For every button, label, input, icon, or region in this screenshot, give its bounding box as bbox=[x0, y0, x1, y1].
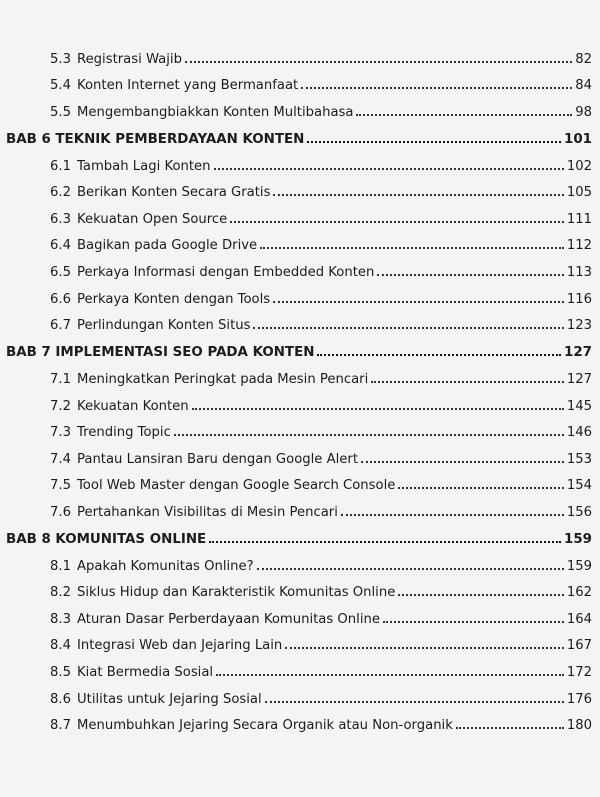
dot-leader bbox=[398, 594, 564, 596]
dot-leader bbox=[257, 568, 564, 570]
section-title: Utilitas untuk Jejaring Sosial bbox=[77, 691, 262, 707]
dot-leader bbox=[377, 274, 563, 276]
section-number: 5.4 bbox=[50, 78, 71, 94]
toc-entry bbox=[0, 574, 600, 601]
section-number: 6.3 bbox=[50, 211, 71, 227]
toc-entry bbox=[0, 547, 600, 574]
section-number: 8.7 bbox=[50, 718, 71, 734]
toc-chapter bbox=[0, 333, 600, 360]
section-number: 7.2 bbox=[50, 398, 71, 414]
section-number: 7.1 bbox=[50, 371, 71, 387]
section-title: Siklus Hidup dan Karakteristik Komunitas Online bbox=[77, 585, 396, 601]
section-number: 8.1 bbox=[50, 558, 71, 574]
section-number: 8.4 bbox=[50, 638, 71, 654]
section-title: Menumbuhkan Jejaring Secara Organik atau Non-organik bbox=[77, 718, 453, 734]
section-number: 8.2 bbox=[50, 585, 71, 601]
section-title: Trending Topic bbox=[77, 425, 171, 441]
section-title: Integrasi Web dan Jejaring Lain bbox=[77, 638, 283, 654]
page-number: 127 bbox=[564, 345, 592, 361]
section-number: 7.4 bbox=[50, 451, 71, 467]
dot-leader bbox=[307, 141, 561, 143]
page-number: 159 bbox=[566, 558, 592, 574]
section-number: 8.3 bbox=[50, 611, 71, 627]
page-number: 101 bbox=[564, 131, 592, 147]
dot-leader bbox=[253, 327, 563, 329]
page-number: 111 bbox=[566, 211, 592, 227]
toc-entry bbox=[0, 227, 600, 254]
section-number: 8.5 bbox=[50, 665, 71, 681]
section-title: Pantau Lansiran Baru dengan Google Alert bbox=[77, 451, 359, 467]
toc-entry bbox=[0, 414, 600, 441]
section-title: Perlindungan Konten Situs bbox=[77, 318, 251, 334]
toc-entry bbox=[0, 653, 600, 680]
page-number: 154 bbox=[566, 478, 592, 494]
toc-entry bbox=[0, 200, 600, 227]
section-title: Tambah Lagi Konten bbox=[77, 158, 211, 174]
section-number: 7.3 bbox=[50, 425, 71, 441]
toc-entry bbox=[0, 600, 600, 627]
page-number: 82 bbox=[575, 51, 592, 67]
section-title: Meningkatkan Peringkat pada Mesin Pencari bbox=[77, 371, 369, 387]
dot-leader bbox=[214, 168, 564, 170]
toc-entry bbox=[0, 253, 600, 280]
dot-leader bbox=[456, 727, 564, 729]
section-title: Mengembangbiakkan Konten Multibahasa bbox=[77, 104, 354, 120]
dot-leader bbox=[301, 87, 572, 89]
dot-leader bbox=[273, 194, 563, 196]
section-title: Apakah Komunitas Online? bbox=[77, 558, 254, 574]
toc-chapter bbox=[0, 520, 600, 547]
page-number: 162 bbox=[566, 585, 592, 601]
dot-leader bbox=[317, 354, 561, 356]
section-number: 6.7 bbox=[50, 318, 71, 334]
section-number: 7.6 bbox=[50, 504, 71, 520]
toc-entry bbox=[0, 307, 600, 334]
section-title: Kekuatan Open Source bbox=[77, 211, 228, 227]
dot-leader bbox=[185, 61, 572, 63]
dot-leader bbox=[398, 487, 563, 489]
toc-chapter bbox=[0, 120, 600, 147]
chapter-title: BAB 8 KOMUNITAS ONLINE bbox=[6, 532, 207, 548]
table-of-contents bbox=[0, 40, 600, 733]
toc-entry bbox=[0, 360, 600, 387]
dot-leader bbox=[341, 514, 564, 516]
section-title: Perkaya Konten dengan Tools bbox=[77, 291, 271, 307]
toc-entry bbox=[0, 440, 600, 467]
toc-entry bbox=[0, 707, 600, 734]
page-number: 146 bbox=[566, 425, 592, 441]
page-number: 116 bbox=[566, 291, 592, 307]
chapter-title: BAB 6 TEKNIK PEMBERDAYAAN KONTEN bbox=[6, 131, 305, 147]
toc-entry bbox=[0, 280, 600, 307]
toc-entry bbox=[0, 387, 600, 414]
toc-entry bbox=[0, 40, 600, 67]
page-number: 84 bbox=[575, 78, 592, 94]
section-title: Aturan Dasar Perberdayaan Komunitas Online bbox=[77, 611, 380, 627]
page-number: 145 bbox=[566, 398, 592, 414]
page-number: 156 bbox=[566, 504, 592, 520]
section-title: Tool Web Master dengan Google Search Console bbox=[77, 478, 396, 494]
dot-leader bbox=[230, 221, 564, 223]
section-number: 8.6 bbox=[50, 691, 71, 707]
section-number: 5.3 bbox=[50, 51, 71, 67]
section-number: 5.5 bbox=[50, 104, 71, 120]
page-number: 105 bbox=[566, 185, 592, 201]
toc-entry bbox=[0, 174, 600, 201]
toc-entry bbox=[0, 467, 600, 494]
page-number: 127 bbox=[566, 371, 592, 387]
page-number: 159 bbox=[564, 532, 592, 548]
dot-leader bbox=[174, 434, 564, 436]
section-number: 6.6 bbox=[50, 291, 71, 307]
dot-leader bbox=[361, 461, 564, 463]
section-title: Pertahankan Visibilitas di Mesin Pencari bbox=[77, 504, 338, 520]
dot-leader bbox=[383, 621, 564, 623]
page-number: 98 bbox=[575, 104, 592, 120]
section-number: 6.1 bbox=[50, 158, 71, 174]
section-title: Registrasi Wajib bbox=[77, 51, 182, 67]
section-title: Kekuatan Konten bbox=[77, 398, 189, 414]
page-number: 153 bbox=[566, 451, 592, 467]
page-number: 167 bbox=[566, 638, 592, 654]
dot-leader bbox=[209, 541, 561, 543]
toc-entry bbox=[0, 147, 600, 174]
page-number: 180 bbox=[566, 718, 592, 734]
section-title: Kiat Bermedia Sosial bbox=[77, 665, 214, 681]
chapter-title: BAB 7 IMPLEMENTASI SEO PADA KONTEN bbox=[6, 345, 315, 361]
section-title: Perkaya Informasi dengan Embedded Konten bbox=[77, 264, 375, 280]
dot-leader bbox=[356, 114, 572, 116]
page-number: 102 bbox=[566, 158, 592, 174]
section-title: Bagikan pada Google Drive bbox=[77, 238, 258, 254]
page-number: 172 bbox=[566, 665, 592, 681]
dot-leader bbox=[273, 301, 564, 303]
section-title: Konten Internet yang Bermanfaat bbox=[77, 78, 299, 94]
dot-leader bbox=[265, 701, 564, 703]
toc-entry bbox=[0, 627, 600, 654]
page-number: 112 bbox=[566, 238, 592, 254]
section-title: Berikan Konten Secara Gratis bbox=[77, 185, 271, 201]
section-number: 6.4 bbox=[50, 238, 71, 254]
dot-leader bbox=[285, 647, 564, 649]
section-number: 7.5 bbox=[50, 478, 71, 494]
dot-leader bbox=[260, 247, 564, 249]
page-number: 164 bbox=[566, 611, 592, 627]
toc-entry bbox=[0, 680, 600, 707]
page-number: 123 bbox=[566, 318, 592, 334]
toc-entry bbox=[0, 493, 600, 520]
section-number: 6.5 bbox=[50, 264, 71, 280]
toc-entry bbox=[0, 93, 600, 120]
page-number: 113 bbox=[566, 264, 592, 280]
page-number: 176 bbox=[566, 691, 592, 707]
section-number: 6.2 bbox=[50, 185, 71, 201]
dot-leader bbox=[192, 408, 564, 410]
toc-entry bbox=[0, 67, 600, 94]
dot-leader bbox=[216, 674, 564, 676]
dot-leader bbox=[371, 381, 564, 383]
